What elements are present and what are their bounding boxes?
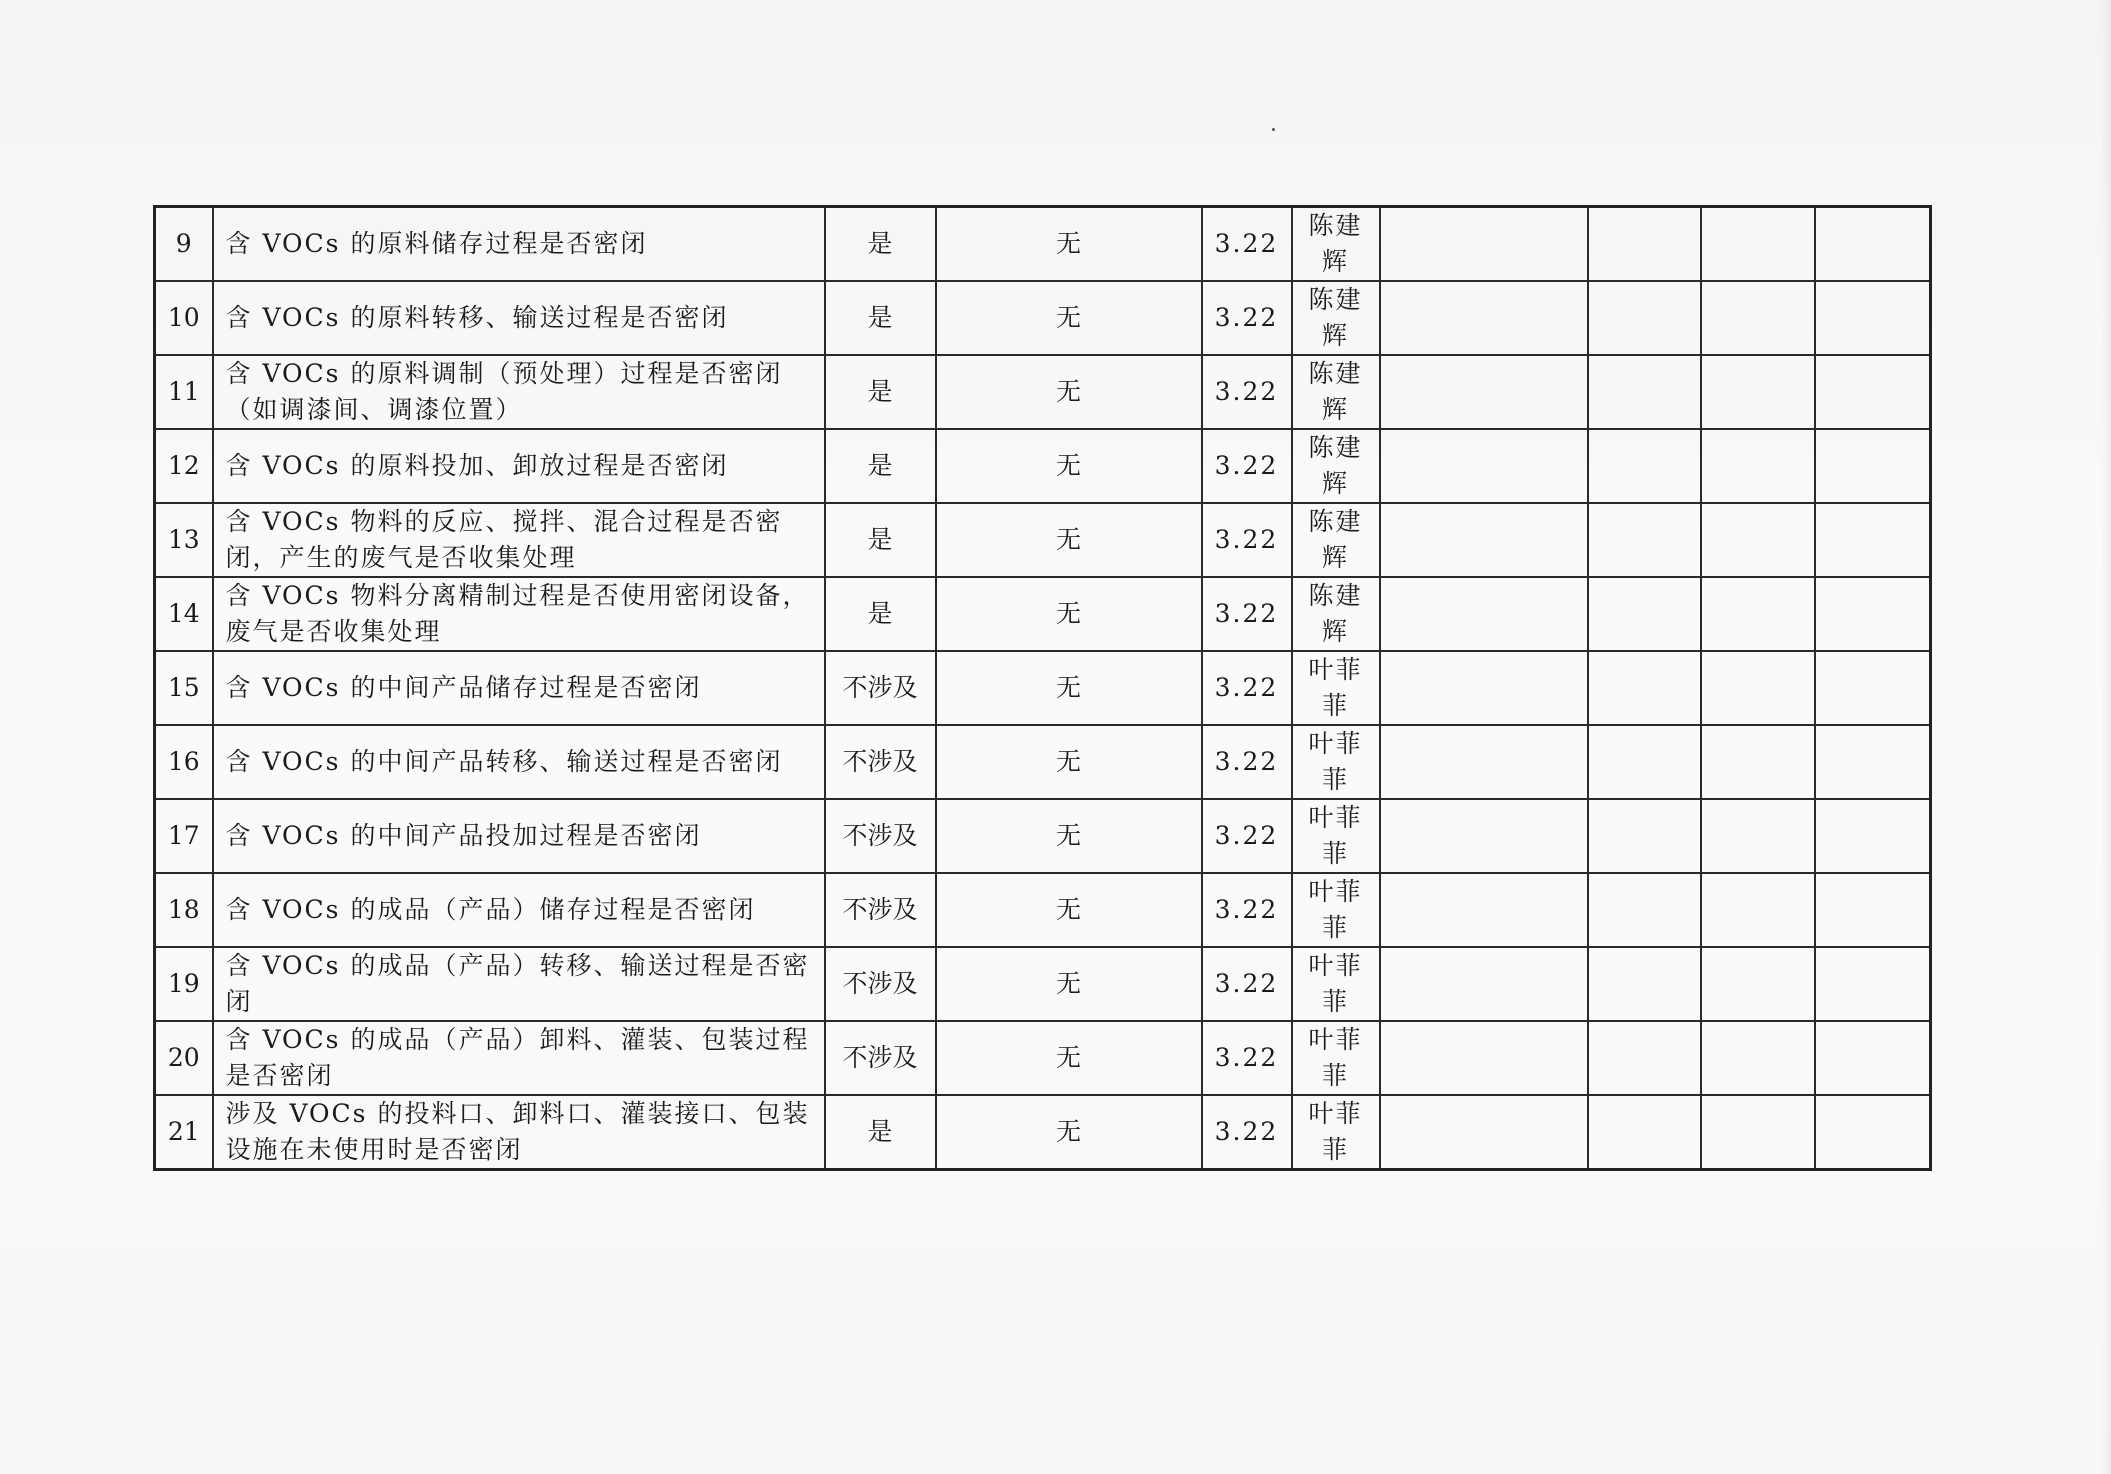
row-number: 11 <box>155 355 213 429</box>
table-row <box>155 651 1931 725</box>
blank-cell <box>1380 207 1588 282</box>
blank-cell <box>1588 355 1701 429</box>
date-cell: 3.22 <box>1202 873 1292 947</box>
blank-cell <box>1701 503 1815 577</box>
row-number: 18 <box>155 873 213 947</box>
blank-cell <box>1380 1095 1588 1170</box>
applicable-cell: 不涉及 <box>825 799 936 873</box>
blank-cell <box>1815 355 1931 429</box>
applicable-cell: 是 <box>825 503 936 577</box>
inspector-cell: 叶菲菲 <box>1292 799 1380 873</box>
blank-cell <box>1380 281 1588 355</box>
row-number: 10 <box>155 281 213 355</box>
blank-cell <box>1701 651 1815 725</box>
applicable-cell: 是 <box>825 281 936 355</box>
inspection-checklist-table <box>153 205 1932 1171</box>
row-number: 15 <box>155 651 213 725</box>
issue-cell: 无 <box>936 799 1202 873</box>
blank-cell <box>1815 651 1931 725</box>
issue-cell: 无 <box>936 725 1202 799</box>
table-row <box>155 1021 1931 1095</box>
date-cell: 3.22 <box>1202 1021 1292 1095</box>
issue-cell: 无 <box>936 281 1202 355</box>
applicable-cell: 是 <box>825 1095 936 1170</box>
issue-cell: 无 <box>936 1021 1202 1095</box>
issue-cell: 无 <box>936 429 1202 503</box>
check-item: 含 VOCs 的中间产品投加过程是否密闭 <box>213 799 825 873</box>
applicable-cell: 不涉及 <box>825 725 936 799</box>
table-row <box>155 873 1931 947</box>
check-item: 含 VOCs 的成品（产品）卸料、灌装、包装过程是否密闭 <box>213 1021 825 1095</box>
inspector-cell: 叶菲菲 <box>1292 947 1380 1021</box>
check-item: 含 VOCs 的原料储存过程是否密闭 <box>213 207 825 282</box>
check-item: 涉及 VOCs 的投料口、卸料口、灌装接口、包装设施在未使用时是否密闭 <box>213 1095 825 1170</box>
issue-cell: 无 <box>936 503 1202 577</box>
blank-cell <box>1588 873 1701 947</box>
row-number: 17 <box>155 799 213 873</box>
blank-cell <box>1380 947 1588 1021</box>
issue-cell: 无 <box>936 873 1202 947</box>
blank-cell <box>1588 799 1701 873</box>
applicable-cell: 是 <box>825 577 936 651</box>
date-cell: 3.22 <box>1202 947 1292 1021</box>
inspector-cell: 陈建辉 <box>1292 577 1380 651</box>
blank-cell <box>1815 281 1931 355</box>
issue-cell: 无 <box>936 577 1202 651</box>
blank-cell <box>1380 355 1588 429</box>
blank-cell <box>1588 651 1701 725</box>
table-row <box>155 1095 1931 1170</box>
blank-cell <box>1701 873 1815 947</box>
blank-cell <box>1815 947 1931 1021</box>
blank-cell <box>1701 725 1815 799</box>
blank-cell <box>1380 651 1588 725</box>
date-cell: 3.22 <box>1202 651 1292 725</box>
blank-cell <box>1815 799 1931 873</box>
blank-cell <box>1380 725 1588 799</box>
blank-cell <box>1588 1021 1701 1095</box>
blank-cell <box>1815 207 1931 282</box>
issue-cell: 无 <box>936 207 1202 282</box>
row-number: 12 <box>155 429 213 503</box>
blank-cell <box>1588 947 1701 1021</box>
check-item: 含 VOCs 物料的反应、搅拌、混合过程是否密闭，产生的废气是否收集处理 <box>213 503 825 577</box>
row-number: 9 <box>155 207 213 282</box>
date-cell: 3.22 <box>1202 1095 1292 1170</box>
applicable-cell: 是 <box>825 207 936 282</box>
check-item: 含 VOCs 的中间产品储存过程是否密闭 <box>213 651 825 725</box>
inspector-cell: 陈建辉 <box>1292 503 1380 577</box>
blank-cell <box>1380 503 1588 577</box>
blank-cell <box>1701 799 1815 873</box>
blank-cell <box>1701 355 1815 429</box>
table-row <box>155 355 1931 429</box>
inspector-cell: 陈建辉 <box>1292 281 1380 355</box>
date-cell: 3.22 <box>1202 281 1292 355</box>
blank-cell <box>1815 1095 1931 1170</box>
applicable-cell: 不涉及 <box>825 1021 936 1095</box>
inspector-cell: 陈建辉 <box>1292 207 1380 282</box>
table-row <box>155 207 1931 282</box>
inspector-cell: 陈建辉 <box>1292 355 1380 429</box>
check-item: 含 VOCs 的成品（产品）转移、输送过程是否密闭 <box>213 947 825 1021</box>
inspector-cell: 叶菲菲 <box>1292 1095 1380 1170</box>
date-cell: 3.22 <box>1202 207 1292 282</box>
check-item: 含 VOCs 的原料调制（预处理）过程是否密闭（如调漆间、调漆位置） <box>213 355 825 429</box>
blank-cell <box>1380 429 1588 503</box>
blank-cell <box>1815 1021 1931 1095</box>
date-cell: 3.22 <box>1202 725 1292 799</box>
table-row <box>155 947 1931 1021</box>
check-item: 含 VOCs 的中间产品转移、输送过程是否密闭 <box>213 725 825 799</box>
check-item: 含 VOCs 的原料投加、卸放过程是否密闭 <box>213 429 825 503</box>
inspector-cell: 叶菲菲 <box>1292 651 1380 725</box>
blank-cell <box>1588 207 1701 282</box>
blank-cell <box>1588 429 1701 503</box>
blank-cell <box>1815 725 1931 799</box>
blank-cell <box>1380 873 1588 947</box>
check-item: 含 VOCs 的成品（产品）储存过程是否密闭 <box>213 873 825 947</box>
date-cell: 3.22 <box>1202 429 1292 503</box>
blank-cell <box>1380 799 1588 873</box>
blank-cell <box>1701 207 1815 282</box>
issue-cell: 无 <box>936 355 1202 429</box>
inspector-cell: 陈建辉 <box>1292 429 1380 503</box>
inspector-cell: 叶菲菲 <box>1292 1021 1380 1095</box>
date-cell: 3.22 <box>1202 355 1292 429</box>
blank-cell <box>1701 281 1815 355</box>
date-cell: 3.22 <box>1202 503 1292 577</box>
table-row <box>155 503 1931 577</box>
table-row <box>155 281 1931 355</box>
scan-speck <box>1272 128 1275 131</box>
row-number: 16 <box>155 725 213 799</box>
table-row <box>155 577 1931 651</box>
issue-cell: 无 <box>936 651 1202 725</box>
row-number: 21 <box>155 1095 213 1170</box>
applicable-cell: 不涉及 <box>825 651 936 725</box>
applicable-cell: 是 <box>825 429 936 503</box>
applicable-cell: 不涉及 <box>825 873 936 947</box>
row-number: 20 <box>155 1021 213 1095</box>
blank-cell <box>1701 1021 1815 1095</box>
blank-cell <box>1701 947 1815 1021</box>
blank-cell <box>1588 503 1701 577</box>
blank-cell <box>1815 873 1931 947</box>
row-number: 13 <box>155 503 213 577</box>
blank-cell <box>1701 577 1815 651</box>
applicable-cell: 是 <box>825 355 936 429</box>
blank-cell <box>1588 725 1701 799</box>
blank-cell <box>1815 429 1931 503</box>
blank-cell <box>1815 577 1931 651</box>
date-cell: 3.22 <box>1202 577 1292 651</box>
blank-cell <box>1588 281 1701 355</box>
blank-cell <box>1701 1095 1815 1170</box>
blank-cell <box>1380 577 1588 651</box>
blank-cell <box>1815 503 1931 577</box>
table-row <box>155 429 1931 503</box>
check-item: 含 VOCs 的原料转移、输送过程是否密闭 <box>213 281 825 355</box>
blank-cell <box>1701 429 1815 503</box>
inspector-cell: 叶菲菲 <box>1292 873 1380 947</box>
check-item: 含 VOCs 物料分离精制过程是否使用密闭设备，废气是否收集处理 <box>213 577 825 651</box>
blank-cell <box>1588 577 1701 651</box>
applicable-cell: 不涉及 <box>825 947 936 1021</box>
blank-cell <box>1588 1095 1701 1170</box>
row-number: 19 <box>155 947 213 1021</box>
row-number: 14 <box>155 577 213 651</box>
table-row <box>155 725 1931 799</box>
page-edge-shadow <box>2101 0 2111 1474</box>
issue-cell: 无 <box>936 1095 1202 1170</box>
inspector-cell: 叶菲菲 <box>1292 725 1380 799</box>
blank-cell <box>1380 1021 1588 1095</box>
date-cell: 3.22 <box>1202 799 1292 873</box>
issue-cell: 无 <box>936 947 1202 1021</box>
table-row <box>155 799 1931 873</box>
